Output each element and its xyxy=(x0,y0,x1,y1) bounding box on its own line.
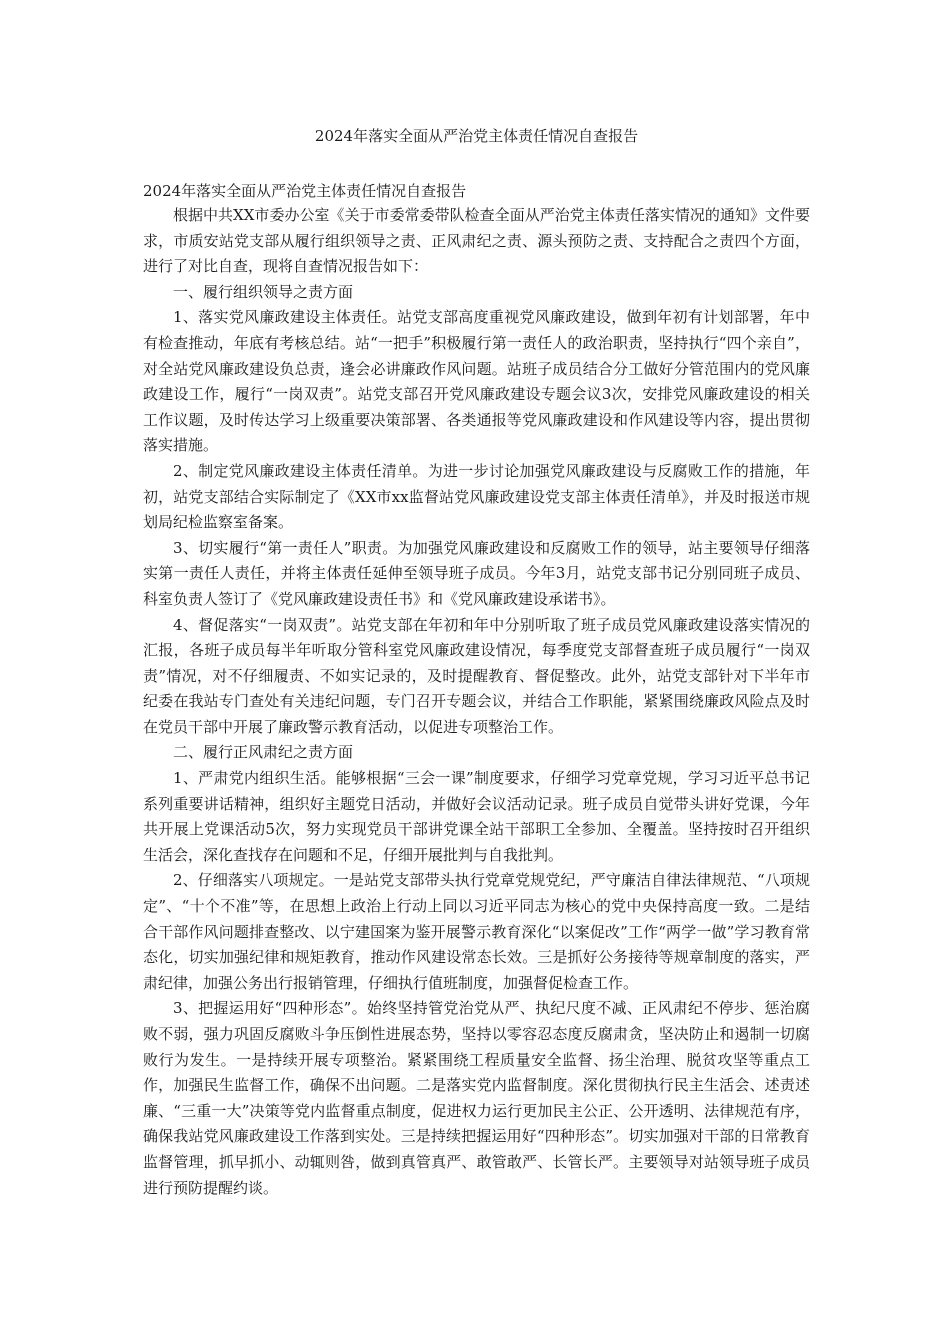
body-paragraph: 3、把握运用好“四种形态”。始终坚持管党治党从严、执纪尺度不减、正风肃纪不停步、惩治腐败不弱，强力巩固反腐败斗争压倒性进展态势，坚持以零容忍态度反腐肃贪，坚决防止和遏制一切腐败行为发生。一是持续开展专项整治。紧紧围绕工程质量安全监督、扬尘治理、脱贫攻坚等重点工作，加强民生监督工作，确保不出问题。二是落实党内监督制度。深化贯彻执行民主生活会、述责述廉、“三重一大”决策等党内监督重点制度，促进权力运行更加民主公正、公开透明、法律规范有序，确保我站党风廉政建设工作落到实处。三是持续把握运用好“四种形态”。切实加强对干部的日常教育监督管理，抓早抓小、动辄则咎，做到真管真严、敢管敢严、长管长严。主要领导对站领导班子成员进行预防提醒约谈。 xyxy=(143,999,810,1197)
body-paragraph: 1、严肃党内组织生活。能够根据“三会一课”制度要求，仔细学习党章党规，学习习近平总书记系列重要讲话精神，组织好主题党日活动，并做好会议活动记录。班子成员自觉带头讲好党课，今年共开展上党课活动5次，努力实现党员干部讲党课全站干部职工全参加、全覆盖。坚持按时召开组织生活会，深化查找存在问题和不足，仔细开展批判与自我批判。 xyxy=(143,769,810,864)
section-heading: 二、履行正风肃纪之责方面 xyxy=(173,743,354,762)
body-paragraph: 1、落实党风廉政建设主体责任。站党支部高度重视党风廉政建设，做到年初有计划部署，年中有检查推动，年底有考核总结。站“一把手”积极履行第一责任人的政治职责，坚持执行“四个亲自”，对全站党风廉政建设负总责，逢会必讲廉政作风问题。站班子成员结合分工做好分管范围内的党风廉政建设工作，履行“一岗双责”。站党支部召开党风廉政建设专题会议3次，安排党风廉政建设的相关工作议题，及时传达学习上级重要决策部署、各类通报等党风廉政建设和作风建设等内容，提出贯彻落实措施。 xyxy=(143,308,810,455)
body-paragraph: 4、督促落实“一岗双责”。站党支部在年初和年中分别听取了班子成员党风廉政建设落实情况的汇报，各班子成员每半年听取分管科室党风廉政建设情况，每季度党支部督查班子成员履行“一岗双责”情况，对不仔细履责、不如实记录的，及时提醒教育、督促整改。此外，站党支部针对下半年市纪委在我站专门查处有关违纪问题，专门召开专题会议，并结合工作职能，紧紧围绕廉政风险点及时在党员干部中开展了廉政警示教育活动，以促进专项整治工作。 xyxy=(143,615,810,736)
body-paragraph: 根据中共XX市委办公室《关于市委常委带队检查全面从严治党主体责任落实情况的通知》文件要求，市质安站党支部从履行组织领导之责、正风肃纪之责、源头预防之责、支持配合之责四个方面，进行了对比自查，现将自查情况报告如下： xyxy=(143,206,810,276)
body-paragraph: 2、仔细落实八项规定。一是站党支部带头执行党章党规党纪，严守廉洁自律法律规范、“八项规定”、“十个不准”等，在思想上政治上行动上同以习近平同志为核心的党中央保持高度一致。二是结合干部作风问题排查整改、以宁建国案为鉴开展警示教育深化“以案促改”工作“两学一做”学习教育常态化，切实加强纪律和规矩教育，推动作风建设常态长效。三是抓好公务接待等规章制度的落实，严肃纪律，加强公务出行报销管理，仔细执行值班制度，加强督促检查工作。 xyxy=(143,871,810,992)
document-title: 2024年落实全面从严治党主体责任情况自查报告 xyxy=(314,127,639,145)
document-subtitle: 2024年落实全面从严治党主体责任情况自查报告 xyxy=(143,182,467,200)
body-paragraph: 3、切实履行“第一责任人”职责。为加强党风廉政建设和反腐败工作的领导，站主要领导仔细落实第一责任人责任，并将主体责任延伸至领导班子成员。今年3月，站党支部书记分别同班子成员、科室负责人签订了《党风廉政建设责任书》和《党风廉政建设承诺书》。 xyxy=(143,538,810,608)
body-paragraph: 2、制定党风廉政建设主体责任清单。为进一步讨论加强党风廉政建设与反腐败工作的措施，年初，站党支部结合实际制定了《XX市xx监督站党风廉政建设党支部主体责任清单》，并及时报送市规划局纪检监察室备案。 xyxy=(143,461,810,532)
section-heading: 一、履行组织领导之责方面 xyxy=(173,282,354,301)
document-body xyxy=(143,203,810,1201)
